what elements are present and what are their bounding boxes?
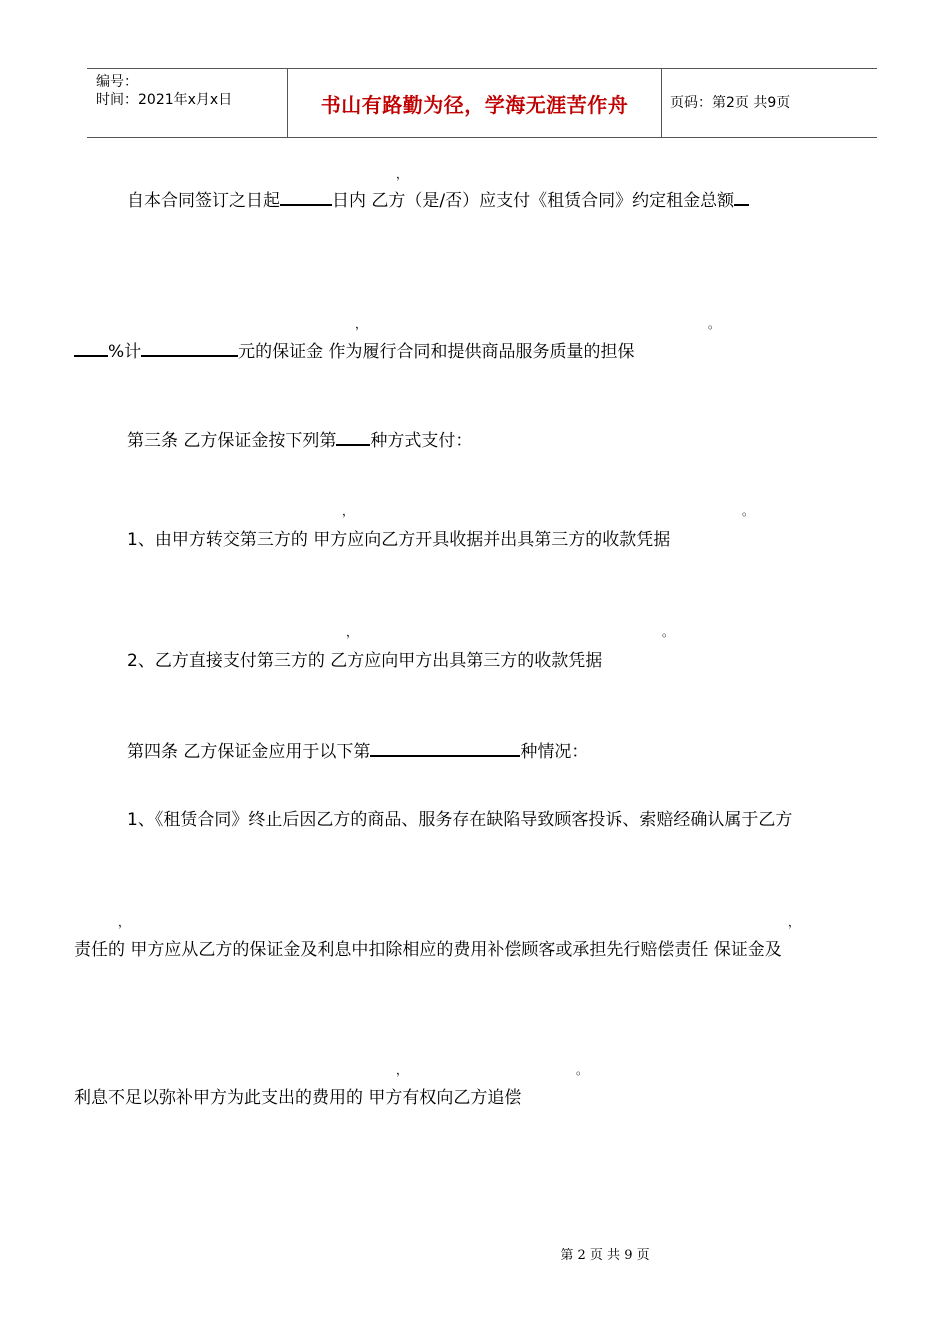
paragraph-text: 元的保证金 作为履行合同和提供商品服务质量的担保: [238, 342, 635, 362]
article-3-item-1: 1、由甲方转交第三方的 甲方应向乙方开具收据并出具第三方的收款凭据: [127, 530, 671, 550]
paragraph-deposit-deadline: [127, 190, 749, 212]
paragraph-text: 自本合同签订之日起: [127, 191, 280, 211]
comma-mark: ，: [346, 625, 359, 639]
period-mark: 。: [576, 1063, 589, 1077]
article-text: 第三条 乙方保证金按下列第: [127, 431, 337, 451]
article-text: 第四条 乙方保证金应用于以下第: [127, 742, 371, 762]
article-3-item-2: 2、乙方直接支付第三方的 乙方应向甲方出具第三方的收款凭据: [127, 651, 603, 671]
document-number-label: 编号：: [96, 74, 138, 90]
article-4-item-1-line-3: 利息不足以弥补甲方为此支出的费用的 甲方有权向乙方追偿: [74, 1088, 522, 1108]
header-motto-cell: [287, 69, 662, 137]
comma-mark: ，: [342, 504, 355, 518]
comma-mark: ，: [396, 1063, 409, 1077]
article-4-item-1-line-2: 责任的 甲方应从乙方的保证金及利息中扣除相应的费用补偿顾客或承担先行赔偿责任 保证金及: [74, 940, 782, 960]
header-page-label: 页码：第2页 共9页: [670, 95, 791, 111]
paragraph-deposit-amount: [74, 341, 635, 363]
article-4-item-1-line-1: 1、《租赁合同》终止后因乙方的商品、服务存在缺陷导致顾客投诉、索赔经确认属于乙方: [127, 810, 793, 830]
paragraph-text: 日内 乙方（是/否）应支付《租赁合同》约定租金总额: [332, 191, 735, 211]
fill-blank-days: [280, 190, 332, 206]
footer-page-number: 第 2 页 共 9 页: [560, 1248, 650, 1263]
header-motto: 书山有路勤为径，学海无涯苦作舟: [320, 92, 629, 117]
comma-mark: ，: [396, 167, 409, 181]
article-4: [127, 741, 588, 763]
period-mark: 。: [708, 317, 721, 331]
fill-blank-case: [370, 741, 520, 757]
page-footer: [0, 1244, 950, 1263]
period-mark: 。: [662, 625, 675, 639]
paragraph-text: %计: [108, 342, 142, 362]
comma-mark: ，: [118, 915, 131, 929]
comma-mark: ，: [788, 915, 801, 929]
comma-mark: ，: [355, 317, 368, 331]
fill-blank-percent: [74, 341, 108, 357]
document-header: [87, 68, 877, 138]
article-text: 种情况：: [520, 742, 589, 762]
fill-blank-rent-total: [734, 190, 749, 206]
article-text: 种方式支付：: [370, 431, 473, 451]
document-time-label: 时间：2021年x月x日: [96, 92, 233, 108]
fill-blank-method: [336, 430, 370, 446]
header-meta: [87, 69, 287, 137]
period-mark: 。: [742, 504, 755, 518]
header-page-cell: [661, 69, 877, 137]
article-3: [127, 430, 472, 452]
fill-blank-amount: [141, 341, 238, 357]
